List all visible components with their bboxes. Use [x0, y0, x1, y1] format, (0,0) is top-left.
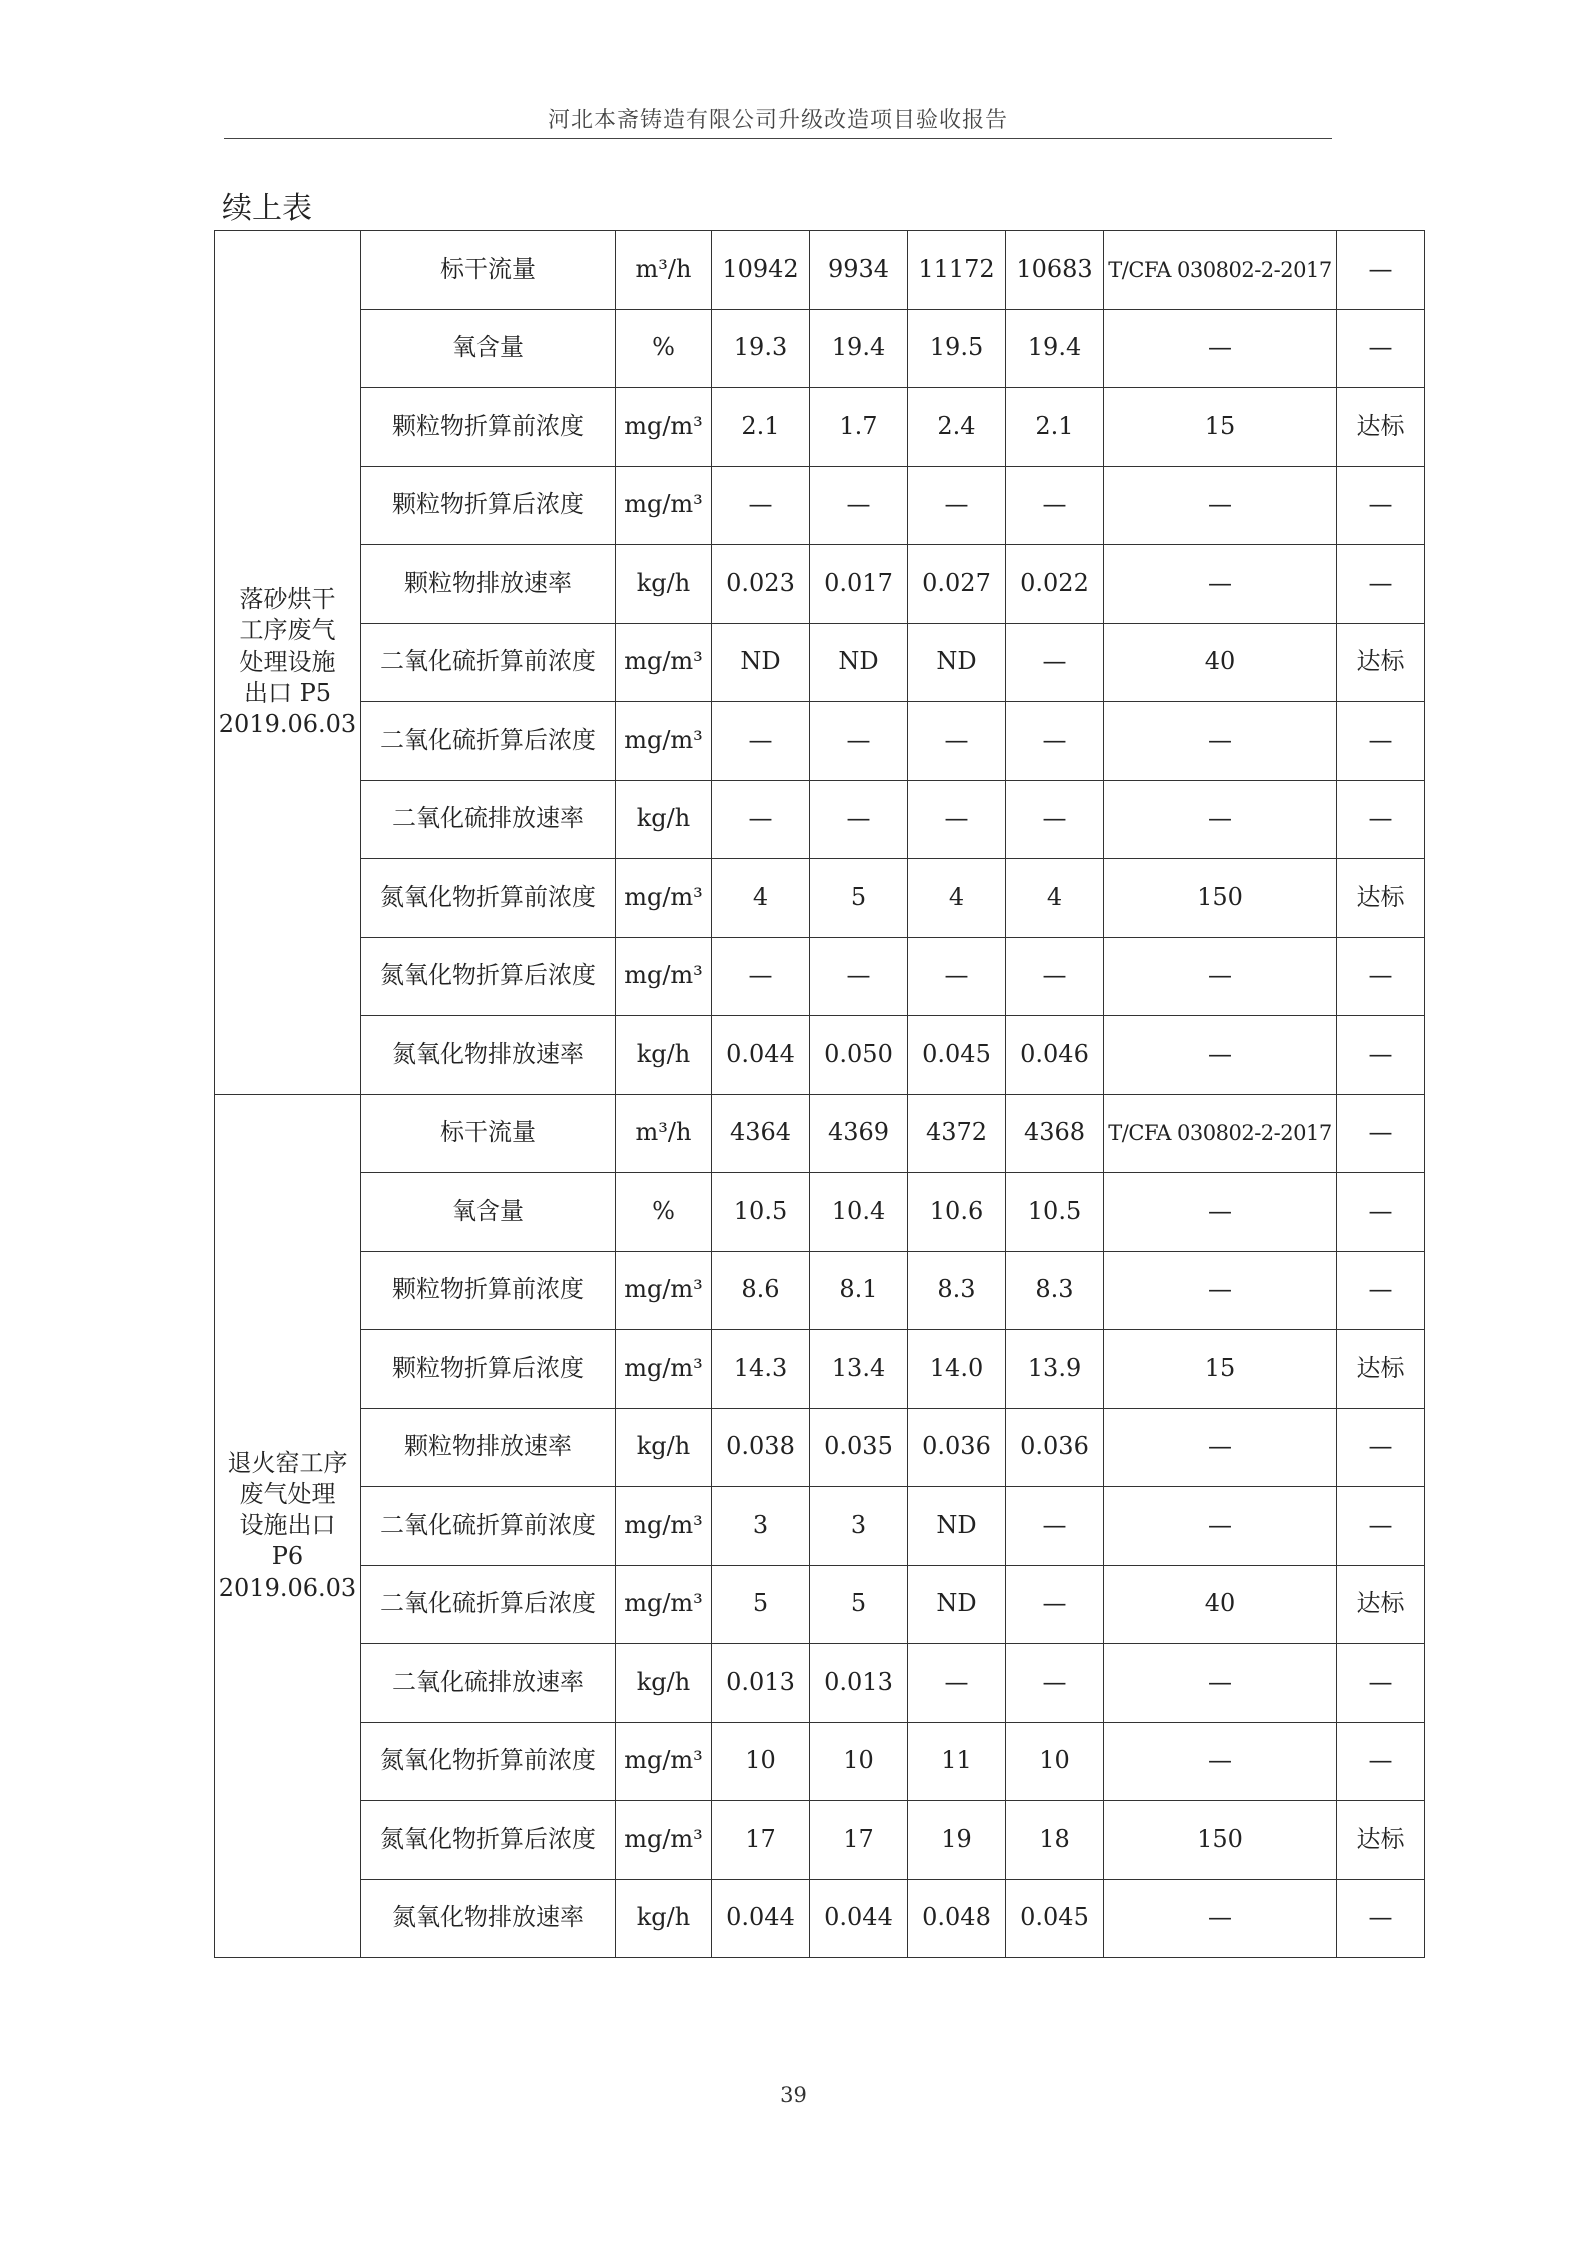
- average-cell: 4368: [1006, 1094, 1104, 1173]
- table-row: [215, 1173, 1425, 1252]
- value-3-cell: 11: [908, 1722, 1006, 1801]
- table-row: [215, 702, 1425, 781]
- value-3-cell: —: [908, 466, 1006, 545]
- monitoring-point-line: 退火窑工序: [227, 1448, 348, 1477]
- value-2-cell: 4369: [810, 1094, 908, 1173]
- monitoring-point-line: 废气处理: [239, 1479, 336, 1508]
- limit-cell: —: [1104, 309, 1337, 388]
- value-2-cell: 1.7: [810, 388, 908, 467]
- monitoring-point-line: 工序废气: [239, 616, 336, 645]
- limit-cell: 40: [1104, 1565, 1337, 1644]
- value-1-cell: —: [712, 702, 810, 781]
- limit-cell: —: [1104, 780, 1337, 859]
- unit-cell: mg/m³: [616, 937, 712, 1016]
- result-cell: —: [1337, 1879, 1425, 1958]
- table-row: [215, 1016, 1425, 1095]
- value-2-cell: —: [810, 937, 908, 1016]
- table-row: [215, 231, 1425, 310]
- table-row: [215, 780, 1425, 859]
- item-cell: 颗粒物折算后浓度: [361, 466, 616, 545]
- value-3-cell: 0.045: [908, 1016, 1006, 1095]
- average-cell: 10683: [1006, 231, 1104, 310]
- average-cell: 0.045: [1006, 1879, 1104, 1958]
- value-3-cell: 19.5: [908, 309, 1006, 388]
- result-cell: 达标: [1337, 623, 1425, 702]
- monitoring-point-cell: [215, 231, 361, 1095]
- unit-cell: kg/h: [616, 1408, 712, 1487]
- table-row: [215, 388, 1425, 467]
- result-cell: 达标: [1337, 388, 1425, 467]
- unit-cell: mg/m³: [616, 702, 712, 781]
- value-2-cell: —: [810, 780, 908, 859]
- limit-cell: —: [1104, 1173, 1337, 1252]
- limit-cell: —: [1104, 545, 1337, 624]
- table-body: [215, 231, 1425, 1958]
- result-cell: —: [1337, 1016, 1425, 1095]
- value-2-cell: 9934: [810, 231, 908, 310]
- value-1-cell: 0.044: [712, 1016, 810, 1095]
- limit-cell: 40: [1104, 623, 1337, 702]
- limit-cell: —: [1104, 1722, 1337, 1801]
- limit-cell: 150: [1104, 1801, 1337, 1880]
- value-1-cell: —: [712, 466, 810, 545]
- value-1-cell: 19.3: [712, 309, 810, 388]
- average-cell: 10.5: [1006, 1173, 1104, 1252]
- value-1-cell: 10: [712, 1722, 810, 1801]
- value-1-cell: 2.1: [712, 388, 810, 467]
- table-row: [215, 623, 1425, 702]
- value-1-cell: —: [712, 937, 810, 1016]
- average-cell: 2.1: [1006, 388, 1104, 467]
- value-1-cell: 4364: [712, 1094, 810, 1173]
- unit-cell: m³/h: [616, 231, 712, 310]
- page-header: 河北本斋铸造有限公司升级改造项目验收报告: [547, 108, 1008, 133]
- unit-cell: kg/h: [616, 780, 712, 859]
- value-3-cell: ND: [908, 623, 1006, 702]
- table-row: [215, 1644, 1425, 1723]
- monitoring-point-cell: [215, 1094, 361, 1958]
- average-cell: 18: [1006, 1801, 1104, 1880]
- limit-cell: T/CFA 030802-2-2017: [1104, 1094, 1337, 1173]
- result-cell: 达标: [1337, 1801, 1425, 1880]
- average-cell: —: [1006, 1565, 1104, 1644]
- unit-cell: kg/h: [616, 1879, 712, 1958]
- value-1-cell: 10.5: [712, 1173, 810, 1252]
- average-cell: 8.3: [1006, 1251, 1104, 1330]
- unit-cell: mg/m³: [616, 466, 712, 545]
- limit-cell: —: [1104, 1644, 1337, 1723]
- table-row: [215, 309, 1425, 388]
- item-cell: 二氧化硫排放速率: [361, 1644, 616, 1723]
- value-3-cell: 0.036: [908, 1408, 1006, 1487]
- value-1-cell: 4: [712, 859, 810, 938]
- table-row: [215, 1330, 1425, 1409]
- value-1-cell: —: [712, 780, 810, 859]
- table-row: [215, 1251, 1425, 1330]
- value-1-cell: 5: [712, 1565, 810, 1644]
- table-row: [215, 1408, 1425, 1487]
- value-1-cell: 0.038: [712, 1408, 810, 1487]
- value-3-cell: 0.027: [908, 545, 1006, 624]
- value-2-cell: 10.4: [810, 1173, 908, 1252]
- emission-table: [214, 230, 1425, 1958]
- value-2-cell: 17: [810, 1801, 908, 1880]
- result-cell: 达标: [1337, 1330, 1425, 1409]
- item-cell: 氮氧化物排放速率: [361, 1016, 616, 1095]
- value-3-cell: —: [908, 1644, 1006, 1723]
- value-3-cell: 0.048: [908, 1879, 1006, 1958]
- result-cell: —: [1337, 1644, 1425, 1723]
- unit-cell: kg/h: [616, 545, 712, 624]
- item-cell: 氮氧化物排放速率: [361, 1879, 616, 1958]
- item-cell: 颗粒物折算前浓度: [361, 388, 616, 467]
- value-3-cell: ND: [908, 1565, 1006, 1644]
- result-cell: —: [1337, 1094, 1425, 1173]
- unit-cell: %: [616, 1173, 712, 1252]
- unit-cell: mg/m³: [616, 623, 712, 702]
- value-2-cell: 10: [810, 1722, 908, 1801]
- value-3-cell: 2.4: [908, 388, 1006, 467]
- value-2-cell: —: [810, 466, 908, 545]
- limit-cell: 15: [1104, 388, 1337, 467]
- value-1-cell: 0.023: [712, 545, 810, 624]
- limit-cell: —: [1104, 937, 1337, 1016]
- value-2-cell: 0.017: [810, 545, 908, 624]
- header-divider: [224, 138, 1332, 139]
- value-2-cell: 0.013: [810, 1644, 908, 1723]
- limit-cell: 150: [1104, 859, 1337, 938]
- limit-cell: —: [1104, 1879, 1337, 1958]
- average-cell: —: [1006, 780, 1104, 859]
- item-cell: 氧含量: [361, 309, 616, 388]
- item-cell: 标干流量: [361, 1094, 616, 1173]
- monitoring-point-line: 出口 P5: [243, 678, 332, 707]
- result-cell: 达标: [1337, 859, 1425, 938]
- item-cell: 颗粒物排放速率: [361, 1408, 616, 1487]
- average-cell: —: [1006, 623, 1104, 702]
- value-3-cell: 19: [908, 1801, 1006, 1880]
- value-1-cell: 3: [712, 1487, 810, 1566]
- average-cell: 0.036: [1006, 1408, 1104, 1487]
- result-cell: 达标: [1337, 1565, 1425, 1644]
- value-2-cell: —: [810, 702, 908, 781]
- item-cell: 氮氧化物折算前浓度: [361, 859, 616, 938]
- unit-cell: mg/m³: [616, 388, 712, 467]
- item-cell: 氮氧化物折算后浓度: [361, 1801, 616, 1880]
- unit-cell: mg/m³: [616, 1487, 712, 1566]
- value-1-cell: ND: [712, 623, 810, 702]
- value-3-cell: 10.6: [908, 1173, 1006, 1252]
- table-row: [215, 1565, 1425, 1644]
- value-1-cell: 14.3: [712, 1330, 810, 1409]
- value-3-cell: 8.3: [908, 1251, 1006, 1330]
- table-row: [215, 1879, 1425, 1958]
- item-cell: 氮氧化物折算后浓度: [361, 937, 616, 1016]
- item-cell: 二氧化硫折算前浓度: [361, 1487, 616, 1566]
- table-row: [215, 466, 1425, 545]
- average-cell: 13.9: [1006, 1330, 1104, 1409]
- value-3-cell: —: [908, 702, 1006, 781]
- monitoring-point-line: 2019.06.03: [218, 710, 357, 739]
- limit-cell: 15: [1104, 1330, 1337, 1409]
- value-2-cell: 3: [810, 1487, 908, 1566]
- average-cell: 0.022: [1006, 545, 1104, 624]
- item-cell: 二氧化硫折算前浓度: [361, 623, 616, 702]
- result-cell: —: [1337, 231, 1425, 310]
- average-cell: —: [1006, 466, 1104, 545]
- value-2-cell: 19.4: [810, 309, 908, 388]
- table-row: [215, 1722, 1425, 1801]
- result-cell: —: [1337, 1173, 1425, 1252]
- value-2-cell: 8.1: [810, 1251, 908, 1330]
- result-cell: —: [1337, 780, 1425, 859]
- unit-cell: m³/h: [616, 1094, 712, 1173]
- value-3-cell: 14.0: [908, 1330, 1006, 1409]
- table-row: [215, 1094, 1425, 1173]
- unit-cell: mg/m³: [616, 1801, 712, 1880]
- result-cell: —: [1337, 937, 1425, 1016]
- result-cell: —: [1337, 545, 1425, 624]
- average-cell: —: [1006, 702, 1104, 781]
- limit-cell: —: [1104, 702, 1337, 781]
- average-cell: 10: [1006, 1722, 1104, 1801]
- value-1-cell: 17: [712, 1801, 810, 1880]
- value-2-cell: 0.035: [810, 1408, 908, 1487]
- limit-cell: —: [1104, 1016, 1337, 1095]
- table-row: [215, 1487, 1425, 1566]
- result-cell: —: [1337, 466, 1425, 545]
- continued-label: 续上表: [222, 191, 312, 226]
- limit-cell: —: [1104, 1408, 1337, 1487]
- monitoring-point-line: P6: [271, 1542, 304, 1571]
- monitoring-point-line: 落砂烘干: [239, 585, 336, 614]
- result-cell: —: [1337, 1408, 1425, 1487]
- limit-cell: —: [1104, 466, 1337, 545]
- value-2-cell: 5: [810, 859, 908, 938]
- value-1-cell: 8.6: [712, 1251, 810, 1330]
- unit-cell: kg/h: [616, 1644, 712, 1723]
- unit-cell: mg/m³: [616, 1251, 712, 1330]
- average-cell: 4: [1006, 859, 1104, 938]
- monitoring-point-line: 处理设施: [239, 647, 336, 676]
- value-3-cell: —: [908, 780, 1006, 859]
- value-2-cell: 5: [810, 1565, 908, 1644]
- table-row: [215, 1801, 1425, 1880]
- value-3-cell: —: [908, 937, 1006, 1016]
- value-2-cell: 0.050: [810, 1016, 908, 1095]
- result-cell: —: [1337, 1487, 1425, 1566]
- item-cell: 氮氧化物折算前浓度: [361, 1722, 616, 1801]
- value-3-cell: 4372: [908, 1094, 1006, 1173]
- result-cell: —: [1337, 702, 1425, 781]
- result-cell: —: [1337, 1722, 1425, 1801]
- item-cell: 二氧化硫折算后浓度: [361, 1565, 616, 1644]
- unit-cell: mg/m³: [616, 1565, 712, 1644]
- page-number: 39: [780, 2083, 807, 2107]
- value-2-cell: 0.044: [810, 1879, 908, 1958]
- monitoring-point-line: 设施出口: [239, 1511, 336, 1540]
- item-cell: 颗粒物折算前浓度: [361, 1251, 616, 1330]
- item-cell: 二氧化硫排放速率: [361, 780, 616, 859]
- monitoring-point-line: 2019.06.03: [218, 1573, 357, 1602]
- value-3-cell: ND: [908, 1487, 1006, 1566]
- unit-cell: mg/m³: [616, 859, 712, 938]
- item-cell: 二氧化硫折算后浓度: [361, 702, 616, 781]
- average-cell: 0.046: [1006, 1016, 1104, 1095]
- value-2-cell: ND: [810, 623, 908, 702]
- unit-cell: mg/m³: [616, 1330, 712, 1409]
- unit-cell: kg/h: [616, 1016, 712, 1095]
- average-cell: —: [1006, 937, 1104, 1016]
- limit-cell: —: [1104, 1487, 1337, 1566]
- value-3-cell: 4: [908, 859, 1006, 938]
- item-cell: 氧含量: [361, 1173, 616, 1252]
- result-cell: —: [1337, 1251, 1425, 1330]
- item-cell: 颗粒物排放速率: [361, 545, 616, 624]
- limit-cell: —: [1104, 1251, 1337, 1330]
- value-3-cell: 11172: [908, 231, 1006, 310]
- table-row: [215, 545, 1425, 624]
- item-cell: 颗粒物折算后浓度: [361, 1330, 616, 1409]
- average-cell: —: [1006, 1644, 1104, 1723]
- limit-cell: T/CFA 030802-2-2017: [1104, 231, 1337, 310]
- item-cell: 标干流量: [361, 231, 616, 310]
- value-2-cell: 13.4: [810, 1330, 908, 1409]
- result-cell: —: [1337, 309, 1425, 388]
- unit-cell: mg/m³: [616, 1722, 712, 1801]
- value-1-cell: 0.044: [712, 1879, 810, 1958]
- value-1-cell: 10942: [712, 231, 810, 310]
- unit-cell: %: [616, 309, 712, 388]
- average-cell: —: [1006, 1487, 1104, 1566]
- average-cell: 19.4: [1006, 309, 1104, 388]
- value-1-cell: 0.013: [712, 1644, 810, 1723]
- table-row: [215, 937, 1425, 1016]
- table-row: [215, 859, 1425, 938]
